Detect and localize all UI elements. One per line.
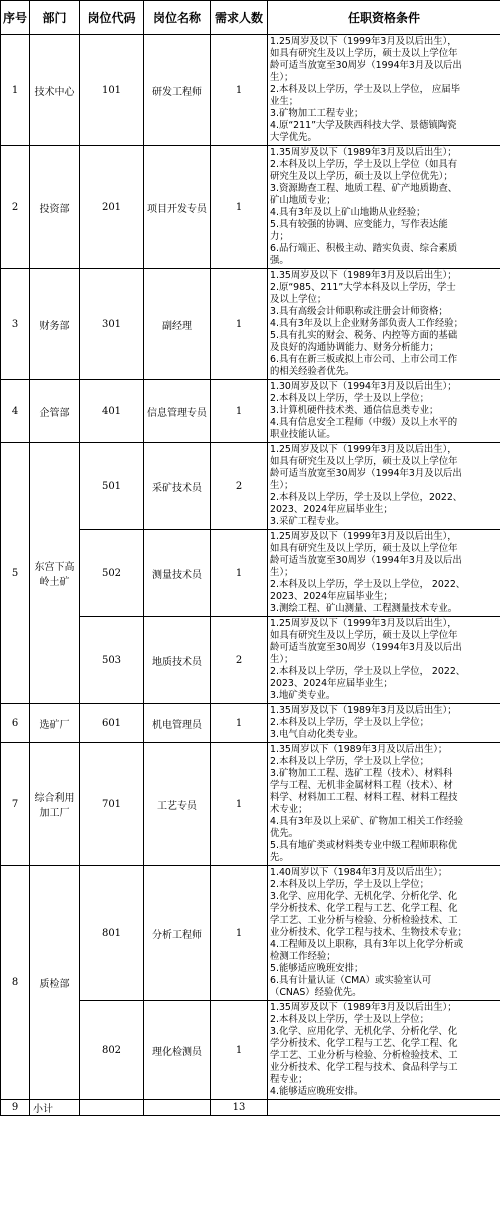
table-row <box>1 743 500 866</box>
requirement-line: 4.具有信息安全工程师（中级）及以上水平的 <box>270 417 458 428</box>
row-dept: 质检部 <box>30 866 80 1100</box>
row-count: 2 <box>211 443 268 530</box>
requirement-line: 研究生及以上学历，硕士及以上学位优先）； <box>270 171 453 182</box>
row-name: 分析工程师 <box>144 866 211 1001</box>
row-seq: 2 <box>1 146 30 269</box>
requirement-line: 学工艺、工业分析与检验、分析检验技术、工 <box>270 915 458 926</box>
row-requirements <box>268 1001 500 1100</box>
requirement-line: 5.具有较强的协调、应变能力，写作表达能 <box>270 219 448 230</box>
requirement-line: 4.能够适应晚班安排。 <box>270 1086 364 1097</box>
requirement-line: 生）； <box>270 72 294 83</box>
requirement-line: 4.具有3年及以上矿山地勘从业经验； <box>270 207 426 218</box>
requirement-line: 1.25周岁及以下（1999年3月及以后出生）， <box>270 531 457 542</box>
requirement-line: 2.本科及以上学历，学士及以上学位； <box>270 756 429 767</box>
header-name: 岗位名称 <box>144 1 211 35</box>
requirement-line: 检测工作经验； <box>270 951 336 962</box>
requirement-line: 及以上学位； <box>270 294 327 305</box>
requirement-line: 1.35周岁及以下（1989年3月及以后出生）； <box>270 705 457 716</box>
requirement-line: 职业技能认证。 <box>270 429 336 440</box>
summary-row <box>1 1100 500 1116</box>
summary-empty-cell <box>80 1100 144 1116</box>
requirement-line: 1.40周岁以下（1984年3月及以后出生）； <box>270 867 448 878</box>
row-name: 地质技术员 <box>144 617 211 704</box>
requirement-line: 龄可适当放宽至30周岁（1994年3月及以后出 <box>270 555 462 566</box>
row-requirements <box>268 380 500 443</box>
requirement-line: 及良好的沟通协调能力、财务分析能力； <box>270 342 439 353</box>
row-count: 2 <box>211 617 268 704</box>
row-name: 项目开发专员 <box>144 146 211 269</box>
row-requirements <box>268 146 500 269</box>
row-requirements <box>268 617 500 704</box>
requirement-line: 生）； <box>270 480 294 491</box>
requirement-line: 料学、材料加工工程、材料工程、材料工程技 <box>270 792 458 803</box>
requirement-line: 5.具有扎实的财会、税务、内控等方面的基础 <box>270 330 458 341</box>
requirement-line: 1.25周岁及以下（1999年3月及以后出生）， <box>270 444 457 455</box>
requirement-line: 强。 <box>270 255 289 266</box>
row-seq: 5 <box>1 443 30 704</box>
requirement-line: 2.本科及以上学历，学士及以上学位（如具有 <box>270 159 458 170</box>
header-dept: 部门 <box>30 1 80 35</box>
row-seq: 7 <box>1 743 30 866</box>
row-seq: 8 <box>1 866 30 1100</box>
table-row <box>1 380 500 443</box>
requirement-line: 1.25周岁及以下（1999年3月及以后出生）， <box>270 36 457 47</box>
row-code: 601 <box>80 704 144 743</box>
row-name: 理化检测员 <box>144 1001 211 1100</box>
requirement-line: （CNAS）经验优先。 <box>270 987 362 998</box>
requirement-line: 2.本科及以上学历，学士及以上学位； <box>270 1014 429 1025</box>
header-code: 岗位代码 <box>80 1 144 35</box>
row-count: 1 <box>211 35 268 146</box>
requirement-line: 学分析技术、化学工程与工艺、化学工程、化 <box>270 903 458 914</box>
row-name: 工艺专员 <box>144 743 211 866</box>
requirement-line: 3.计算机硬件技术类、通信信息类专业； <box>270 405 439 416</box>
requirement-line: 2.本科及以上学历，学士及以上学位， 2022、 <box>270 666 466 677</box>
row-dept: 投资部 <box>30 146 80 269</box>
row-requirements <box>268 743 500 866</box>
requirement-line: 力； <box>270 231 289 242</box>
requirement-line: 1.35周岁以下（1989年3月及以后出生）； <box>270 744 448 755</box>
header-seq: 序号 <box>1 1 30 35</box>
requirement-line: 生）； <box>270 567 294 578</box>
header-row <box>1 1 500 35</box>
requirement-line: 1.35周岁及以下（1989年3月及以后出生）； <box>270 147 457 158</box>
requirement-line: 2.原“985、211”大学本科及以上学历，学士 <box>270 282 456 293</box>
row-dept: 企管部 <box>30 380 80 443</box>
requirement-line: 的相关经验者优先。 <box>270 366 355 377</box>
requirement-line: 2023、2024年应届毕业生； <box>270 591 393 602</box>
summary-empty-cell <box>144 1100 211 1116</box>
row-seq: 3 <box>1 269 30 380</box>
summary-label: 小计 <box>30 1100 80 1116</box>
header-requirements: 任职资格条件 <box>268 1 500 35</box>
requirement-line: 3.资源勘查工程、地质工程、矿产地质勘查、 <box>270 183 458 194</box>
requirement-line: 4.原“211”大学及陕西科技大学、景德镇陶瓷 <box>270 120 457 131</box>
requirement-line: 程专业； <box>270 1074 308 1085</box>
row-dept: 技术中心 <box>30 35 80 146</box>
requirement-line: 龄可适当放宽至30周岁（1994年3月及以后出 <box>270 642 462 653</box>
summary-total: 13 <box>211 1100 268 1116</box>
row-code: 701 <box>80 743 144 866</box>
row-code: 501 <box>80 443 144 530</box>
row-requirements <box>268 704 500 743</box>
requirement-line: 2.本科及以上学历，学士及以上学位； <box>270 393 429 404</box>
requirement-line: 4.工程师及以上职称，具有3年以上化学分析或 <box>270 939 464 950</box>
row-code: 801 <box>80 866 144 1001</box>
requirement-line: 优先。 <box>270 828 299 839</box>
requirement-line: 术专业； <box>270 804 308 815</box>
row-code: 802 <box>80 1001 144 1100</box>
table-row <box>1 866 500 1001</box>
row-requirements <box>268 866 500 1001</box>
row-code: 503 <box>80 617 144 704</box>
summary-empty-cell <box>268 1100 500 1116</box>
requirement-line: 4.具有3年及以上企业财务部负责人工作经验； <box>270 318 464 329</box>
row-count: 1 <box>211 269 268 380</box>
requirement-line: 如具有研究生及以上学历，硕士及以上学位年 <box>270 630 458 641</box>
table-row <box>1 146 500 269</box>
requirement-line: 业生； <box>270 96 299 107</box>
row-code: 401 <box>80 380 144 443</box>
row-name: 副经理 <box>144 269 211 380</box>
requirement-line: 3.采矿工程专业。 <box>270 516 345 527</box>
requirement-line: 矿山地质专业； <box>270 195 336 206</box>
row-name: 信息管理专员 <box>144 380 211 443</box>
row-name: 采矿技术员 <box>144 443 211 530</box>
requirement-line: 2.本科及以上学历，学士及以上学位，2022、 <box>270 492 463 503</box>
requirement-line: 2.本科及以上学历，学士及以上学位； <box>270 879 429 890</box>
row-dept: 选矿厂 <box>30 704 80 743</box>
requirement-line: 4.具有3年及以上采矿、矿物加工相关工作经验 <box>270 816 464 827</box>
requirement-line: 学分析技术、化学工程与工艺、化学工程、化 <box>270 1038 458 1049</box>
requirement-line: 如具有研究生及以上学历，硕士及以上学位年 <box>270 543 458 554</box>
requirement-line: 5.具有地矿类或材料类专业中级工程师职称优 <box>270 840 458 851</box>
requirement-line: 业分析技术、化学工程与技术、生物技术专业； <box>270 927 467 938</box>
row-dept: 综合利用加工厂 <box>30 743 80 866</box>
requirement-line: 学与工程、无机非金属材料工程（技术）、材 <box>270 780 453 791</box>
table-row <box>1 269 500 380</box>
requirement-line: 6.品行端正、积极主动、踏实负责、综合素质 <box>270 243 458 254</box>
requirement-line: 3.矿物加工工程、选矿工程（技术）、材料科 <box>270 768 453 779</box>
requirement-line: 1.35周岁及以下（1989年3月及以后出生）； <box>270 1002 457 1013</box>
requirement-line: 3.电气自动化类专业。 <box>270 729 364 740</box>
row-code: 201 <box>80 146 144 269</box>
row-count: 1 <box>211 743 268 866</box>
row-code: 502 <box>80 530 144 617</box>
row-count: 1 <box>211 1001 268 1100</box>
summary-seq: 9 <box>1 1100 30 1116</box>
requirement-line: 3.矿物加工工程专业； <box>270 108 364 119</box>
requirement-line: 2.本科及以上学历，学士及以上学位， 2022、 <box>270 579 466 590</box>
requirement-line: 3.地矿类专业。 <box>270 690 336 701</box>
table-row <box>1 704 500 743</box>
requirement-line: 3.化学、应用化学、无机化学、分析化学、化 <box>270 1026 458 1037</box>
requirement-line: 如具有研究生及以上学历，硕士及以上学位年 <box>270 456 458 467</box>
requirement-line: 6.具有在新三板或拟上市公司、上市公司工作 <box>270 354 458 365</box>
requirement-line: 6.具有计量认证（CMA）或实验室认可 <box>270 975 432 986</box>
row-code: 101 <box>80 35 144 146</box>
row-seq: 4 <box>1 380 30 443</box>
row-requirements <box>268 35 500 146</box>
row-count: 1 <box>211 146 268 269</box>
requirement-line: 如具有研究生及以上学历，硕士及以上学位年 <box>270 48 458 59</box>
row-code: 301 <box>80 269 144 380</box>
requirement-line: 2023、2024年应届毕业生； <box>270 504 393 515</box>
table-row <box>1 35 500 146</box>
table-row <box>1 443 500 530</box>
row-count: 1 <box>211 704 268 743</box>
row-seq: 6 <box>1 704 30 743</box>
row-name: 研发工程师 <box>144 35 211 146</box>
row-count: 1 <box>211 530 268 617</box>
requirement-line: 1.25周岁及以下（1999年3月及以后出生）， <box>270 618 457 629</box>
requirement-line: 5.能够适应晚班安排； <box>270 963 364 974</box>
row-count: 1 <box>211 380 268 443</box>
requirement-line: 大学优先。 <box>270 132 317 143</box>
requirement-line: 2.本科及以上学历，学士及以上学位； <box>270 717 429 728</box>
requirement-line: 先。 <box>270 852 289 863</box>
row-requirements <box>268 530 500 617</box>
row-dept: 财务部 <box>30 269 80 380</box>
row-dept: 东宫下高岭土矿 <box>30 443 80 704</box>
row-name: 测量技术员 <box>144 530 211 617</box>
requirement-line: 生）； <box>270 654 294 665</box>
row-count: 1 <box>211 866 268 1001</box>
requirement-line: 1.35周岁及以下（1989年3月及以后出生）； <box>270 270 457 281</box>
requirement-line: 2.本科及以上学历，学士及以上学位， 应届毕 <box>270 84 461 95</box>
requirement-line: 龄可适当放宽至30周岁（1994年3月及以后出 <box>270 468 462 479</box>
row-name: 机电管理员 <box>144 704 211 743</box>
requirement-line: 3.化学、应用化学、无机化学、分析化学、化 <box>270 891 458 902</box>
requirement-line: 学工艺、工业分析与检验、分析检验技术、工 <box>270 1050 458 1061</box>
header-count: 需求人数 <box>211 1 268 35</box>
requirement-line: 3.测绘工程、矿山测量、工程测量技术专业。 <box>270 603 458 614</box>
requirement-line: 3.具有高级会计师职称或注册会计师资格； <box>270 306 448 317</box>
requirement-line: 龄可适当放宽至30周岁（1994年3月及以后出 <box>270 60 462 71</box>
requirement-line: 2023、2024年应届毕业生； <box>270 678 393 689</box>
row-requirements <box>268 443 500 530</box>
requirement-line: 1.30周岁及以下（1994年3月及以后出生）； <box>270 381 457 392</box>
row-seq: 1 <box>1 35 30 146</box>
requirement-line: 业分析技术、化学工程与技术、食品科学与工 <box>270 1062 458 1073</box>
row-requirements <box>268 269 500 380</box>
